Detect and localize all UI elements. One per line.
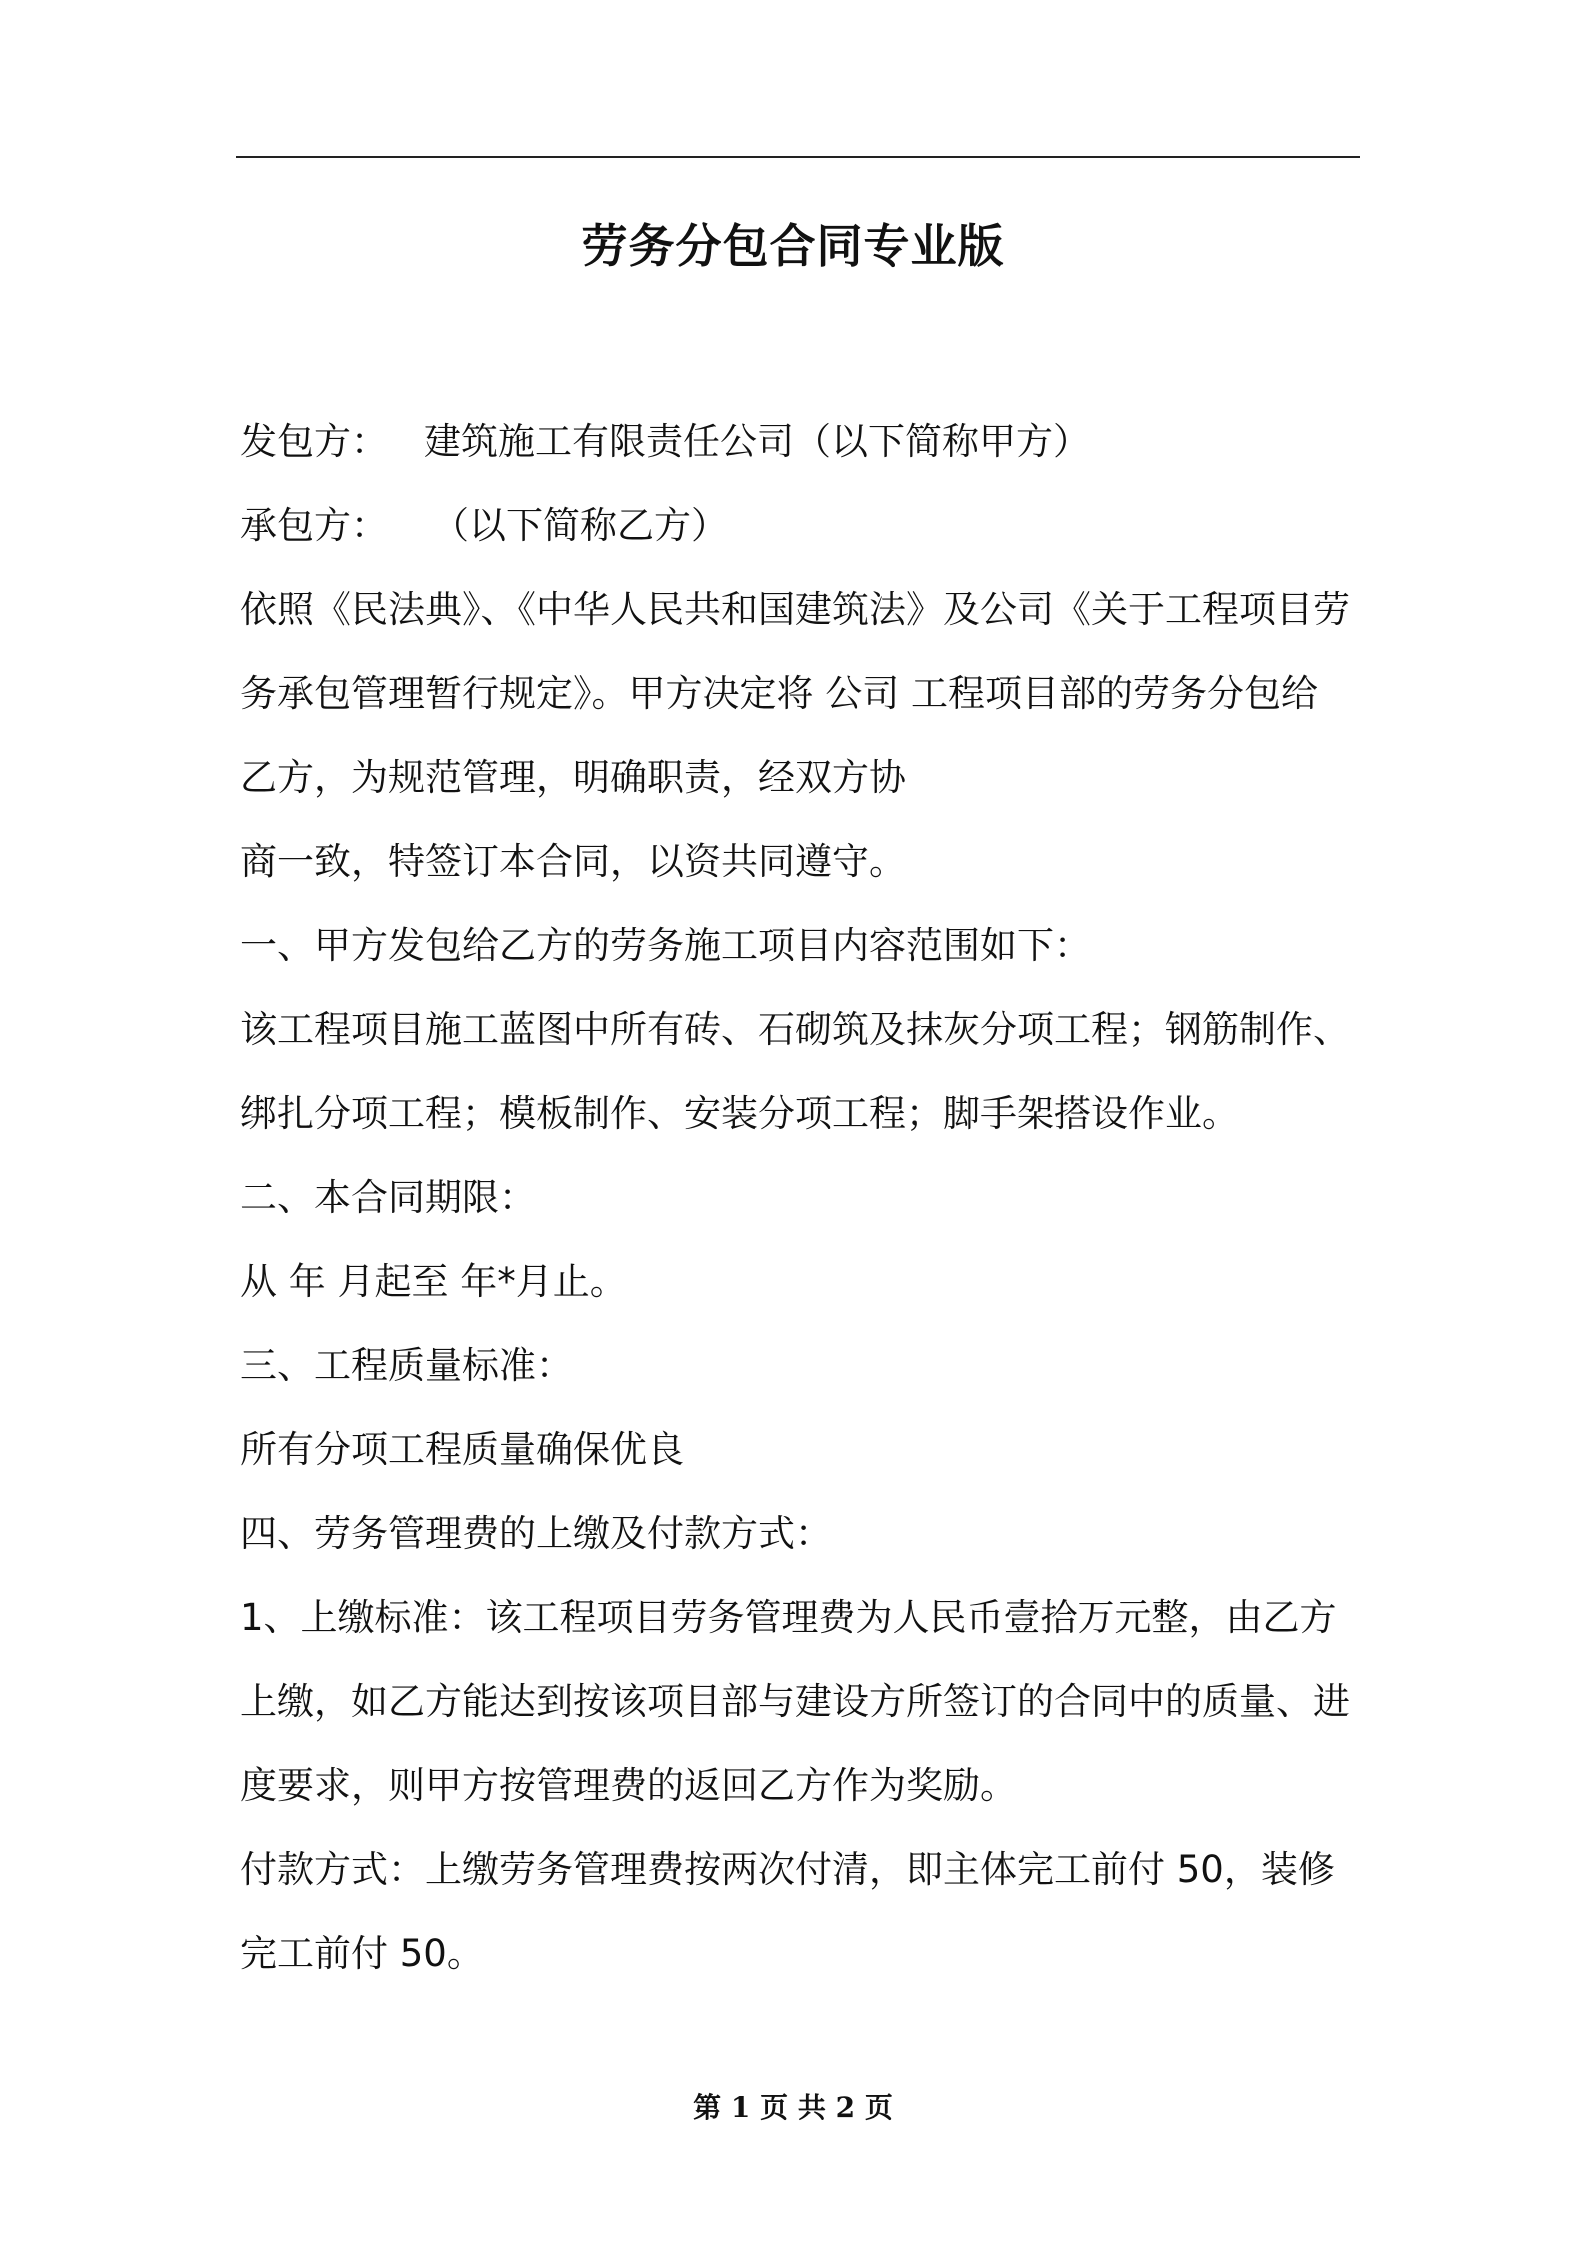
body-line: 依照《民法典》、《中华人民共和国建筑法》及公司《关于工程项目劳 [240,588,1350,631]
header-rule [236,156,1360,158]
document-title: 劳务分包合同专业版 [581,219,1005,273]
section-heading-2: 二、本合同期限： [240,1176,536,1219]
party-b-line [240,484,1364,568]
body-line: 完工前付 50。 [240,1932,484,1975]
body-line: 上缴，如乙方能达到按该项目部与建设方所签订的合同中的质量、进 [240,1680,1350,1723]
party-b-label: 承包方： [240,504,388,547]
body-line: 务承包管理暂行规定》。甲方决定将 公司 工程项目部的劳务分包给 [240,672,1319,715]
party-b-value: （以下简称乙方） [432,504,728,547]
page-number-footer: 第 1 页 共 2 页 [693,2091,893,2124]
body-line: 该工程项目施工蓝图中所有砖、石砌筑及抹灰分项工程；钢筋制作、 [240,1008,1350,1051]
body-line: 从 年 月起至 年*月止。 [240,1260,627,1303]
body-line: 度要求，则甲方按管理费的返回乙方作为奖励。 [240,1764,1017,1807]
body-line: 付款方式：上缴劳务管理费按两次付清，即主体完工前付 50，装修 [240,1848,1335,1891]
body-line: 绑扎分项工程；模板制作、安装分项工程；脚手架搭设作业。 [240,1092,1239,1135]
section-heading-3: 三、工程质量标准： [240,1344,573,1387]
section-heading-4: 四、劳务管理费的上缴及付款方式： [240,1512,832,1555]
body-line: 所有分项工程质量确保优良 [240,1428,684,1471]
contract-body [240,400,1364,1996]
party-a-value: 建筑施工有限责任公司（以下简称甲方） [424,420,1090,463]
body-line: 乙方，为规范管理，明确职责，经双方协 [240,756,906,799]
body-line: 商一致，特签订本合同，以资共同遵守。 [240,840,906,883]
body-line: 1、上缴标准：该工程项目劳务管理费为人民币壹拾万元整，由乙方 [240,1596,1337,1639]
party-a-line [240,400,1364,484]
section-heading-1: 一、甲方发包给乙方的劳务施工项目内容范围如下： [240,924,1091,967]
party-a-label: 发包方： [240,420,388,463]
